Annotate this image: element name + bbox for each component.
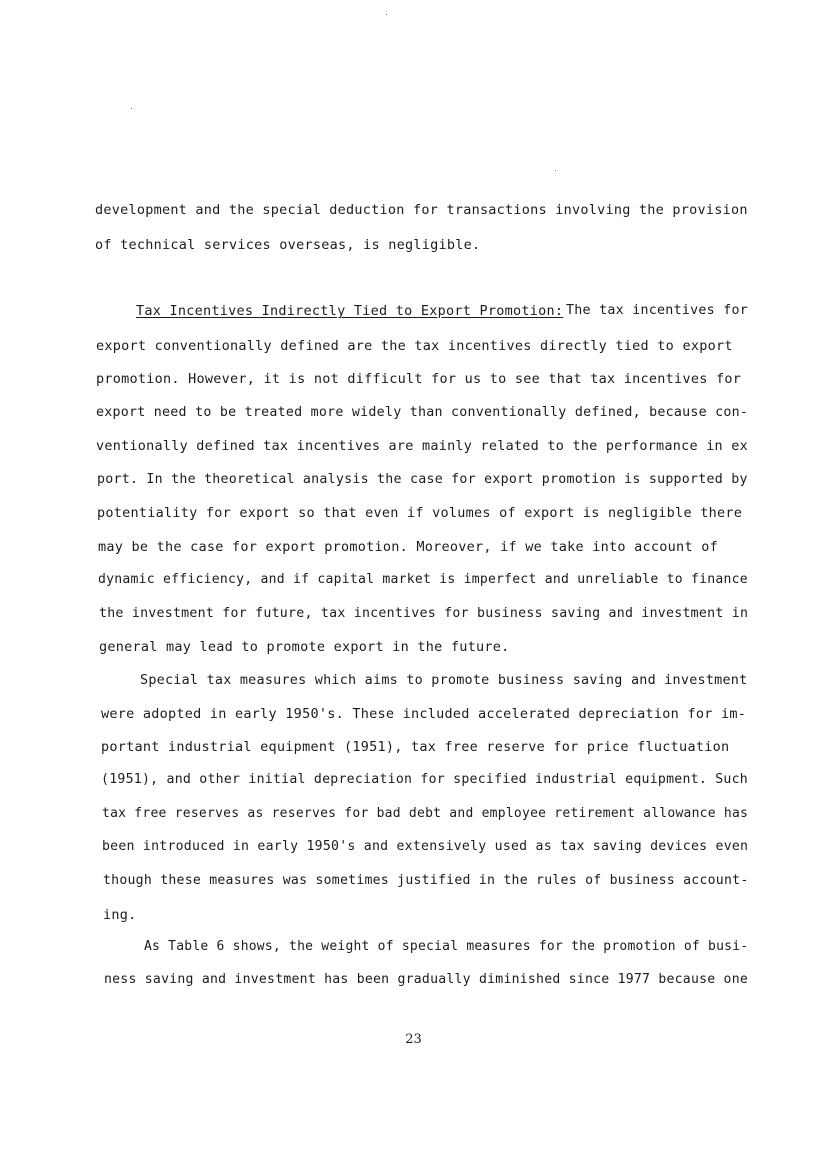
line-text: ness saving and investment has been gradually diminished since 1977 because one xyxy=(104,972,749,987)
body-text-line xyxy=(0,369,827,389)
body-text-line xyxy=(0,537,827,557)
line-text: The tax incentives for xyxy=(566,303,749,318)
body-text-line xyxy=(0,937,827,957)
section-heading: Tax Incentives Indirectly Tied to Export Promotion: xyxy=(136,303,564,319)
body-text-line xyxy=(0,737,827,757)
line-text: Special tax measures which aims to promote business saving and investment xyxy=(140,673,748,688)
body-text-line xyxy=(0,671,827,691)
body-text-line xyxy=(0,200,827,220)
line-text: export need to be treated more widely than conventionally defined, because con- xyxy=(96,405,749,420)
body-text-line xyxy=(0,770,827,790)
body-text-line xyxy=(0,905,827,925)
line-text: (1951), and other initial depreciation for specified industrial equipment. Such xyxy=(101,772,748,787)
line-text: ing. xyxy=(103,907,137,923)
body-text-line xyxy=(0,470,827,490)
line-text: tax free reserves as reserves for bad debt and employee retirement allowance has xyxy=(102,806,749,821)
body-text-line xyxy=(0,637,827,657)
body-text-line xyxy=(0,970,827,990)
body-text-line xyxy=(0,336,827,356)
body-text-line xyxy=(0,301,827,321)
line-text: were adopted in early 1950's. These included accelerated depreciation for im- xyxy=(101,706,747,722)
line-text: development and the special deduction for transactions involving the provision xyxy=(95,202,748,218)
line-text: dynamic efficiency, and if capital market is imperfect and unreliable to finance xyxy=(98,572,748,587)
line-text: portant industrial equipment (1951), tax free reserve for price fluctuation xyxy=(101,739,730,755)
line-text: the investment for future, tax incentives for business saving and investment in xyxy=(99,606,749,621)
page-number: 23 xyxy=(405,1032,422,1047)
body-text-line xyxy=(0,871,827,891)
line-text: been introduced in early 1950's and extensively used as tax saving devices even xyxy=(102,839,749,854)
line-text: general may lead to promote export in the future. xyxy=(99,639,510,655)
line-text: may be the case for export promotion. Moreover, if we take into account of xyxy=(98,539,718,555)
scan-speck xyxy=(555,170,556,171)
body-text-line xyxy=(0,436,827,456)
body-text-line xyxy=(0,804,827,824)
body-text-line xyxy=(0,570,827,590)
body-text-line xyxy=(0,837,827,857)
line-text: As Table 6 shows, the weight of special measures for the promotion of busi- xyxy=(144,939,749,954)
body-text-line xyxy=(0,235,827,255)
line-text: promotion. However, it is not difficult for us to see that tax incentives for xyxy=(96,371,742,387)
scan-speck xyxy=(386,14,387,15)
body-text-line xyxy=(0,503,827,523)
body-text-line xyxy=(0,704,827,724)
line-text: potentiality for export so that even if volumes of export is negligible there xyxy=(97,505,743,521)
line-text: of technical services overseas, is negligible. xyxy=(95,237,481,253)
line-text: ventionally defined tax incentives are mainly related to the performance in ex xyxy=(96,438,748,454)
line-text: port. In the theoretical analysis the case for export promotion is supported by xyxy=(97,472,748,487)
line-text: though these measures was sometimes justified in the rules of business account- xyxy=(103,873,749,888)
body-text-line xyxy=(0,604,827,624)
body-text-line xyxy=(0,403,827,423)
scan-speck xyxy=(131,108,132,109)
line-text: export conventionally defined are the tax incentives directly tied to export xyxy=(96,338,733,354)
